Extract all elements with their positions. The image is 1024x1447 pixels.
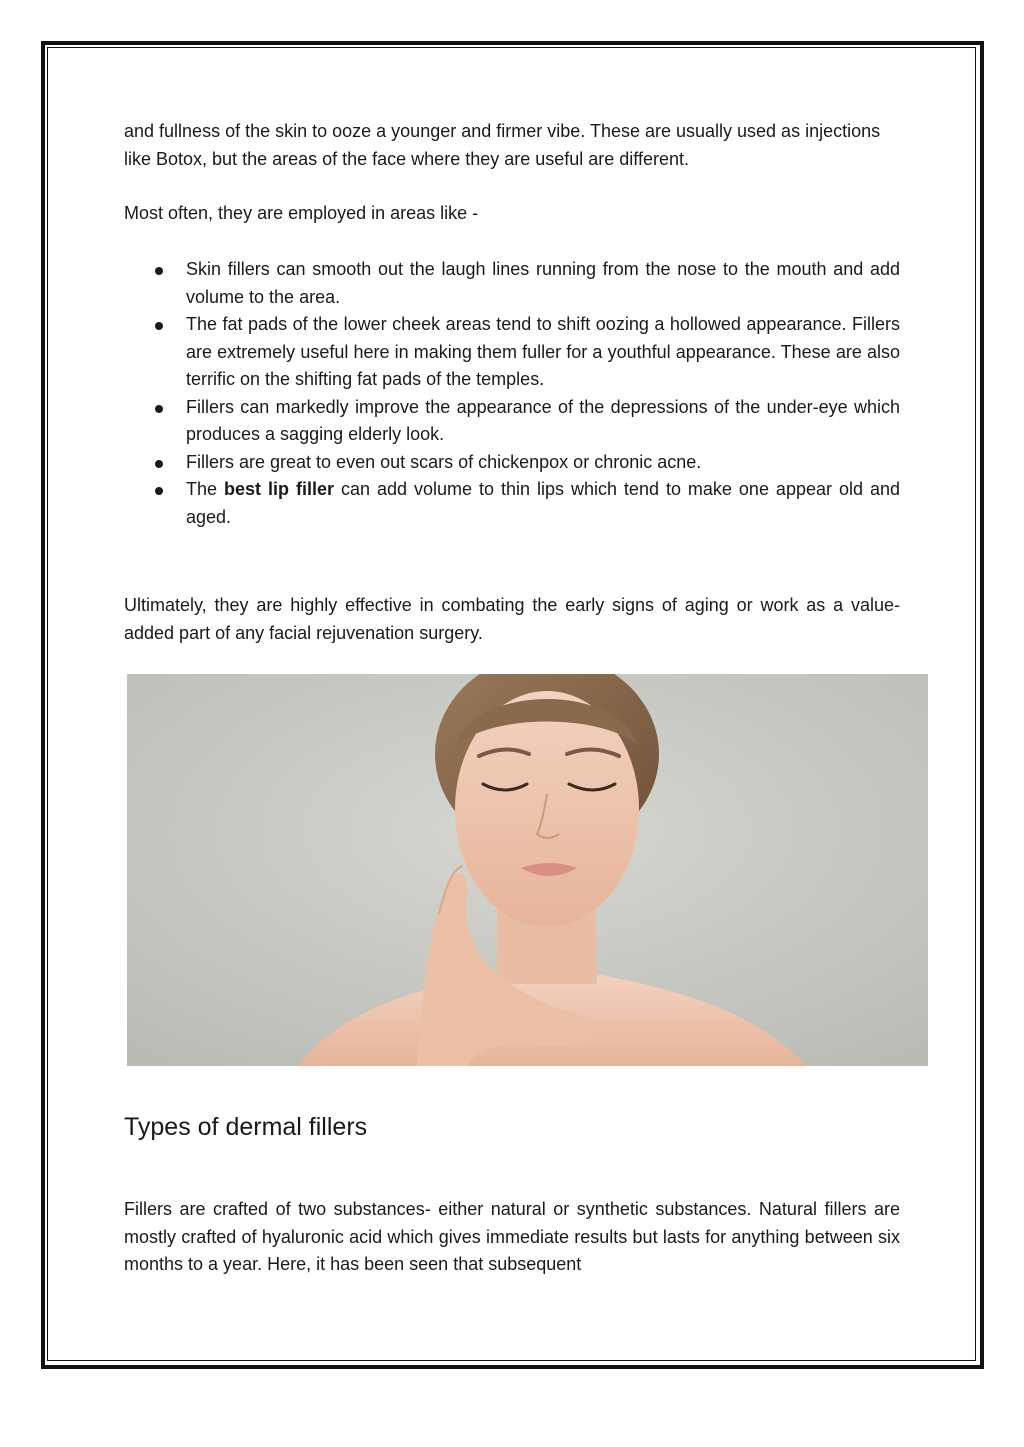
section-paragraph: Fillers are crafted of two substances- either natural or synthetic substances. Natural fillers are mostly crafted of hyaluronic acid which gives immediate results but lasts for anything between six months to a year. Here, it has been seen that subsequent <box>124 1199 900 1274</box>
list-item <box>124 256 900 311</box>
benefits-list <box>124 256 900 531</box>
bullet-icon <box>155 487 163 495</box>
lip-filler-link-text: best lip filler <box>224 479 334 499</box>
woman-face-photo <box>127 674 928 1066</box>
intro-paragraph: and fullness of the skin to ooze a younger and firmer vibe. These are usually used as injections like Botox, but the areas of the face where they are useful are different. <box>124 121 881 169</box>
list-item-prefix: The <box>186 479 224 499</box>
list-item <box>124 449 900 477</box>
list-item <box>124 311 900 394</box>
bullet-icon <box>155 267 163 275</box>
bullet-icon <box>155 322 163 330</box>
portrait-illustration <box>127 674 928 1066</box>
list-item-text: The fat pads of the lower cheek areas tend to shift oozing a hollowed appearance. Fillers are extremely useful here in making them fuller for a youthful appearance. These are also terrific on the shifting fat pads of the temples. <box>186 314 900 389</box>
list-item-text: Skin fillers can smooth out the laugh lines running from the nose to the mouth and add volume to the area. <box>186 259 900 307</box>
list-item <box>124 476 900 531</box>
list-item-text: Fillers are great to even out scars of chickenpox or chronic acne. <box>186 451 702 472</box>
list-item-text: Fillers can markedly improve the appearance of the depressions of the under-eye which produces a sagging elderly look. <box>186 396 900 444</box>
conclusion-paragraph: Ultimately, they are highly effective in combating the early signs of aging or work as a value-added part of any facial rejuvenation surgery. <box>124 595 900 643</box>
bullet-icon <box>155 405 163 413</box>
lead-paragraph: Most often, they are employed in areas like - <box>124 203 479 223</box>
list-item <box>124 394 900 449</box>
section-heading: Types of dermal fillers <box>124 1113 368 1141</box>
bullet-icon <box>155 460 163 468</box>
list-item-suffix: can add volume to thin lips which tend to make one appear old and aged. <box>186 479 900 527</box>
